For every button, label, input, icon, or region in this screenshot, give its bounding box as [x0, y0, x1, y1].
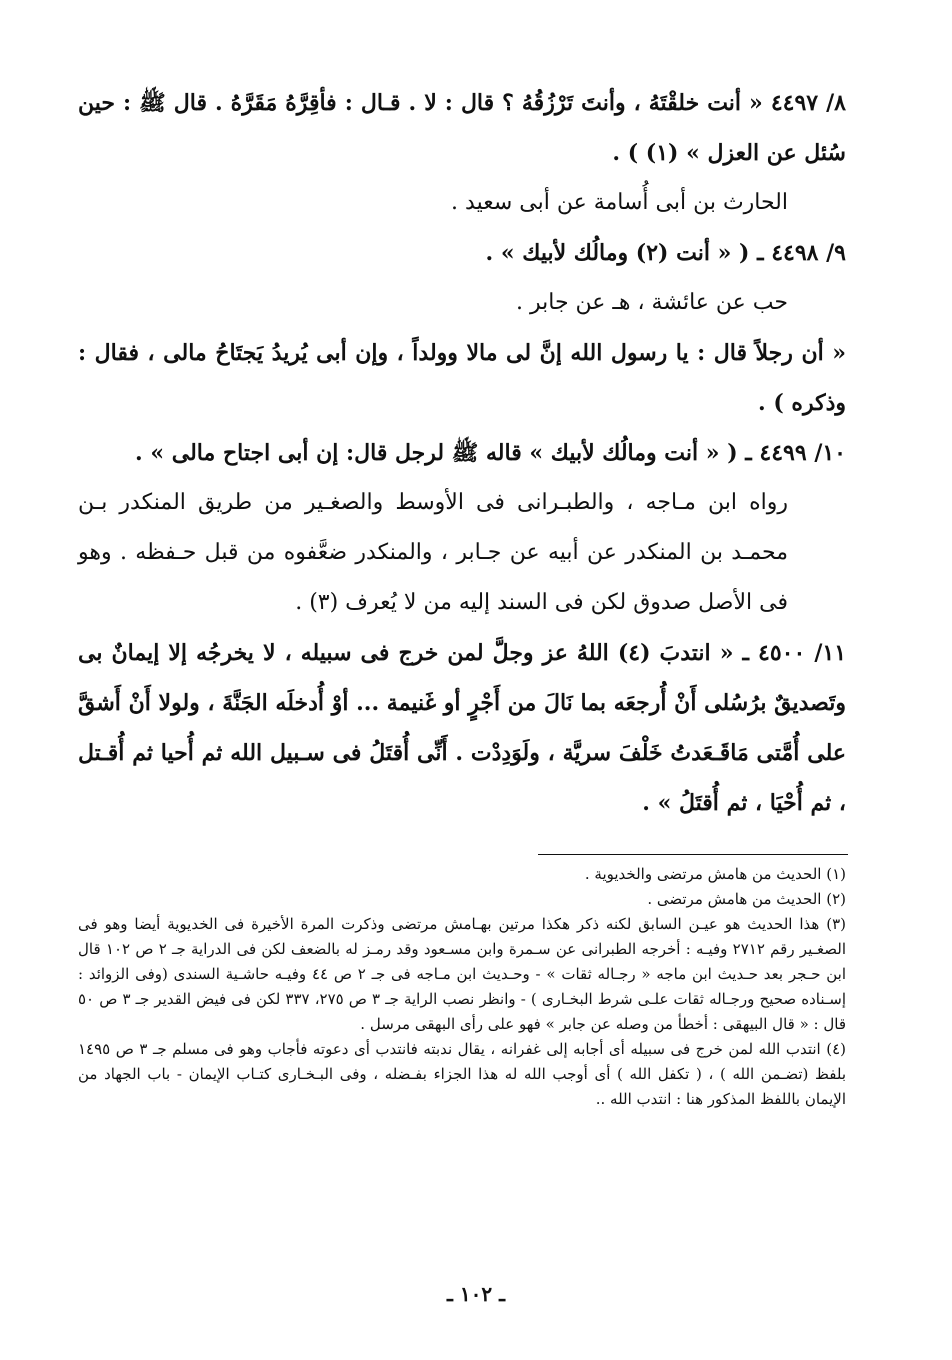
main-text: [78, 78, 846, 828]
footnotes: [78, 862, 846, 1112]
hadith-4498-extra: « أن رجلاً قال : يا رسول الله إنَّ لى مالا وولداً ، وإن أبى يُريدُ يَجتَاحُ مالى ، فقال : وذكره ) .: [78, 340, 847, 416]
hadith-4499-source: رواه ابن مـاجه ، والطبـرانى فى الأوسط والصغـير من طريق المنكدر بـن محمـد بن المنكدر عن أبيه عن جـابر ، والمنكدر ضعَّفوه من قبل حـفظه . وهو فى الأصل صدوق لكن فى السند إليه من لا يُعرف (٣) .: [78, 490, 788, 615]
page-number: ـ ١٠٢ ـ: [447, 1282, 505, 1306]
hadith-4500-text: ١١/ ٤٥٠٠ ـ « انتدبَ (٤) اللهُ عز وجلَّ لمن خرج فى سبيله ، لا يخرجُه إلا إيمانٌ بى وتَصديقٌ برُسُلى أَنْ أُرجعَه بما نَالَ من أَجْرٍ أو غَنيمة ... أوْ أُدخلَه الجَنَّةَ ، ولولا أَنْ أَشقَّ على أُمَّتى مَاقَـعَدتُ خَلْفَ سريَّة ، ولَوَدِدْت . أَنِّى أُقتَلُ فى سـبيل الله ثم أُحيا ثم أُقـتل ، ثم أُحْيَا ، ثم أُقتَلُ » .: [78, 640, 847, 816]
hadith-4499-text: ١٠/ ٤٤٩٩ ـ ( « أنت ومالُك لأبيك » قاله ﷺ لرجل قال: إن أبى اجتاح مالى » .: [135, 440, 846, 466]
footnote-1: (١) الحديث من هامش مرتضى والخديوية .: [584, 865, 846, 883]
footnote-4: (٤) انتدب الله لمن خرج فى سبيله أى أجابه إلى غفرانه ، يقال ندبته فانتدب أى دعوته فأجاب وهو فى مسلم جـ ٣ ص ١٤٩٥ بلفظ (تضـمن الله ) ، ( تكفل الله ) أى أوجب الله له هذا الجزاء بفـضله ، وفى البـخـارى كتـاب الإيمان - باب الجهاد من الإيمان باللفظ المذكور هنا : انتدب الله ..: [78, 1040, 846, 1108]
footnote-divider: [538, 854, 848, 855]
hadith-4497-source: الحارث بن أبى أُسامة عن أبى سعيد .: [451, 190, 788, 215]
hadith-4498-source: حب عن عائشة ، هـ عن جابر .: [516, 290, 788, 315]
footnote-3: (٣) هذا الحديث هو عيـن السابق لكنه ذكر هكذا مرتين بهـامش مرتضى وذكرت المرة الأخيرة فى الخديوية أيضا وهو فى الصغـير رقم ٢٧١٢ وفيـه : أخرجه الطبرانى عن سـمرة وابن مسـعود وقد رمـز له بالضعف لكن فى الدراية جـ ٢ ص ١٠٢ قال ابن حـجر بعد حـديث ابن ماجه « رجـاله ثقات » - وحـديث ابن مـاجه فى جـ ٢ ص ٤٤ وفيـه حاشـية السندى (وفى الزوائد : إسـناده صحيح ورجـاله ثقات علـى شرط البخـارى ) - وانظر نصب الراية جـ ٣ ص ٢٧٥، ٣٣٧ لكن فى فيض القدير جـ ٣ ص ٥٠ قال : « قال البيهقى : أخطأ من وصله عن جابر » فهو على رأى البهقى مرسل .: [78, 915, 847, 1033]
footnote-2: (٢) الحديث من هامش مرتضى .: [647, 890, 846, 908]
hadith-4497-text: ٨/ ٤٤٩٧ « أنت خلقْتَهُ ، وأنتَ تَرْزُقُهُ ؟ قال : لا . قـال : فأقِرَّهُ مَقَرَّهُ . قال ﷺ : حين سُئل عن العزل » (١) ) .: [78, 90, 846, 166]
hadith-4498-text: ٩/ ٤٤٩٨ ـ ( « أنت (٢) ومالُك لأبيك » .: [485, 240, 846, 266]
